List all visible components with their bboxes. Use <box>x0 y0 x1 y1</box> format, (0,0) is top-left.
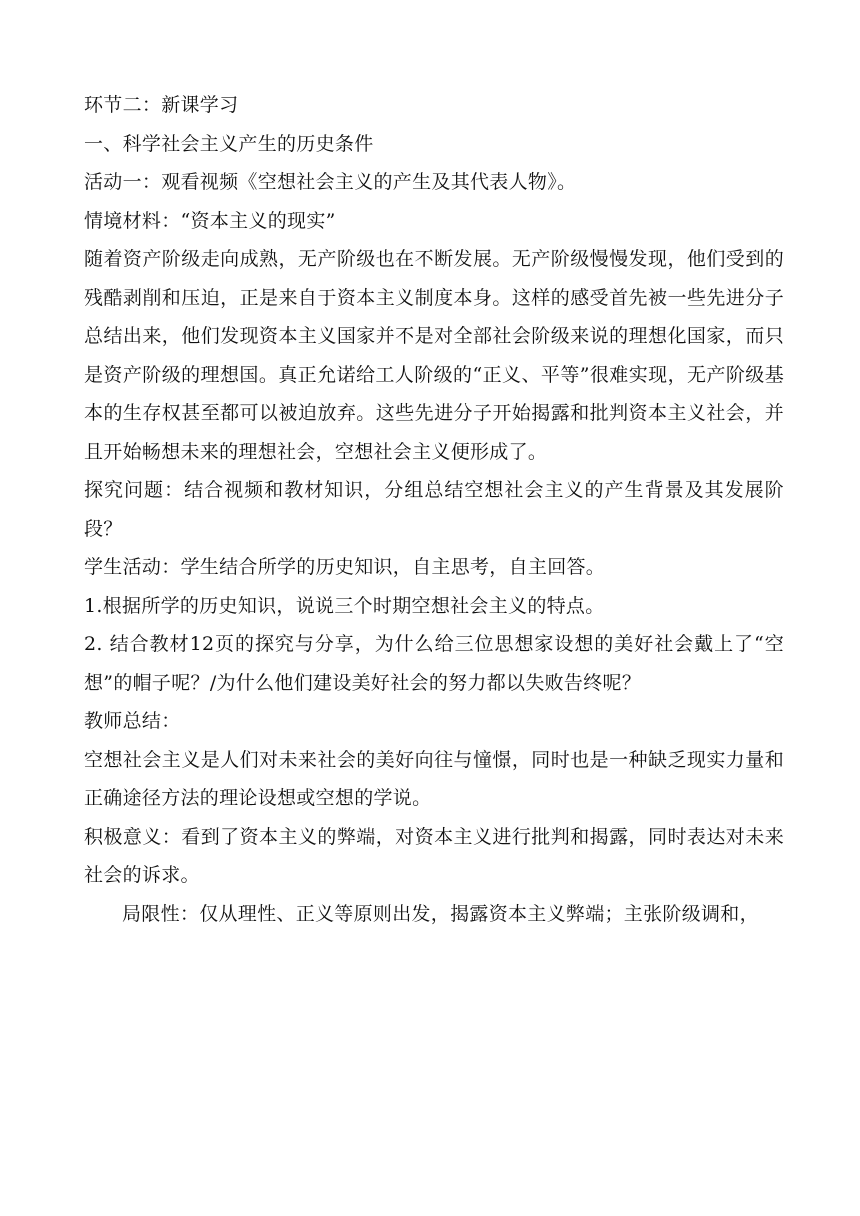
activity-one-paragraph: 活动一：观看视频《空想社会主义的产生及其代表人物》。 <box>84 171 577 193</box>
question-one-paragraph: 1.根据所学的历史知识，说说三个时期空想社会主义的特点。 <box>84 594 605 617</box>
positive-significance-paragraph: 积极意义：看到了资本主义的弊端，对资本主义进行批判和揭露，同时表达对未来社会的诉求。 <box>84 825 784 886</box>
limitations-paragraph: 局限性：仅从理性、正义等原则出发，揭露资本主义弊端；主张阶级调和， <box>122 902 759 925</box>
subsection-heading: 一、科学社会主义产生的历史条件 <box>84 132 374 155</box>
section-heading: 环节二：新课学习 <box>84 94 239 116</box>
question-two-paragraph: 2. 结合教材12页的探究与分享，为什么给三位思想家设想的美好社会戴上了“空想”的帽子呢？/为什么他们建设美好社会的努力都以失败告终呢？ <box>84 633 784 694</box>
situation-material-paragraph: 随着资产阶级走向成熟，无产阶级也在不断发展。无产阶级慢慢发现，他们受到的残酷剥削和压迫，正是来自于资本主义制度本身。这样的感受首先被一些先进分子总结出来，他们发现资本主义国家并不是对全部社会阶级来说的理想化国家，而只是资产阶级的理想国。真正允诺给工人阶级的“正义、平等”很难实现，无产阶级基本的生存权甚至都可以被迫放弃。这些先进分子开始揭露和批判资本主义社会，并且开始畅想未来的理想社会，空想社会主义便形成了。 <box>84 248 784 463</box>
summary-definition-paragraph: 空想社会主义是人们对未来社会的美好向往与憧憬，同时也是一种缺乏现实力量和正确途径方法的理论设想或空想的学说。 <box>84 748 784 809</box>
document-body <box>84 86 784 933</box>
situation-material-title: 情境材料：“资本主义的现实” <box>84 209 336 232</box>
inquiry-question-paragraph: 探究问题：结合视频和教材知识，分组总结空想社会主义的产生背景及其发展阶段？ <box>84 479 784 540</box>
teacher-summary-heading: 教师总结： <box>84 710 181 732</box>
student-activity-paragraph: 学生活动：学生结合所学的历史知识，自主思考，自主回答。 <box>84 556 606 578</box>
